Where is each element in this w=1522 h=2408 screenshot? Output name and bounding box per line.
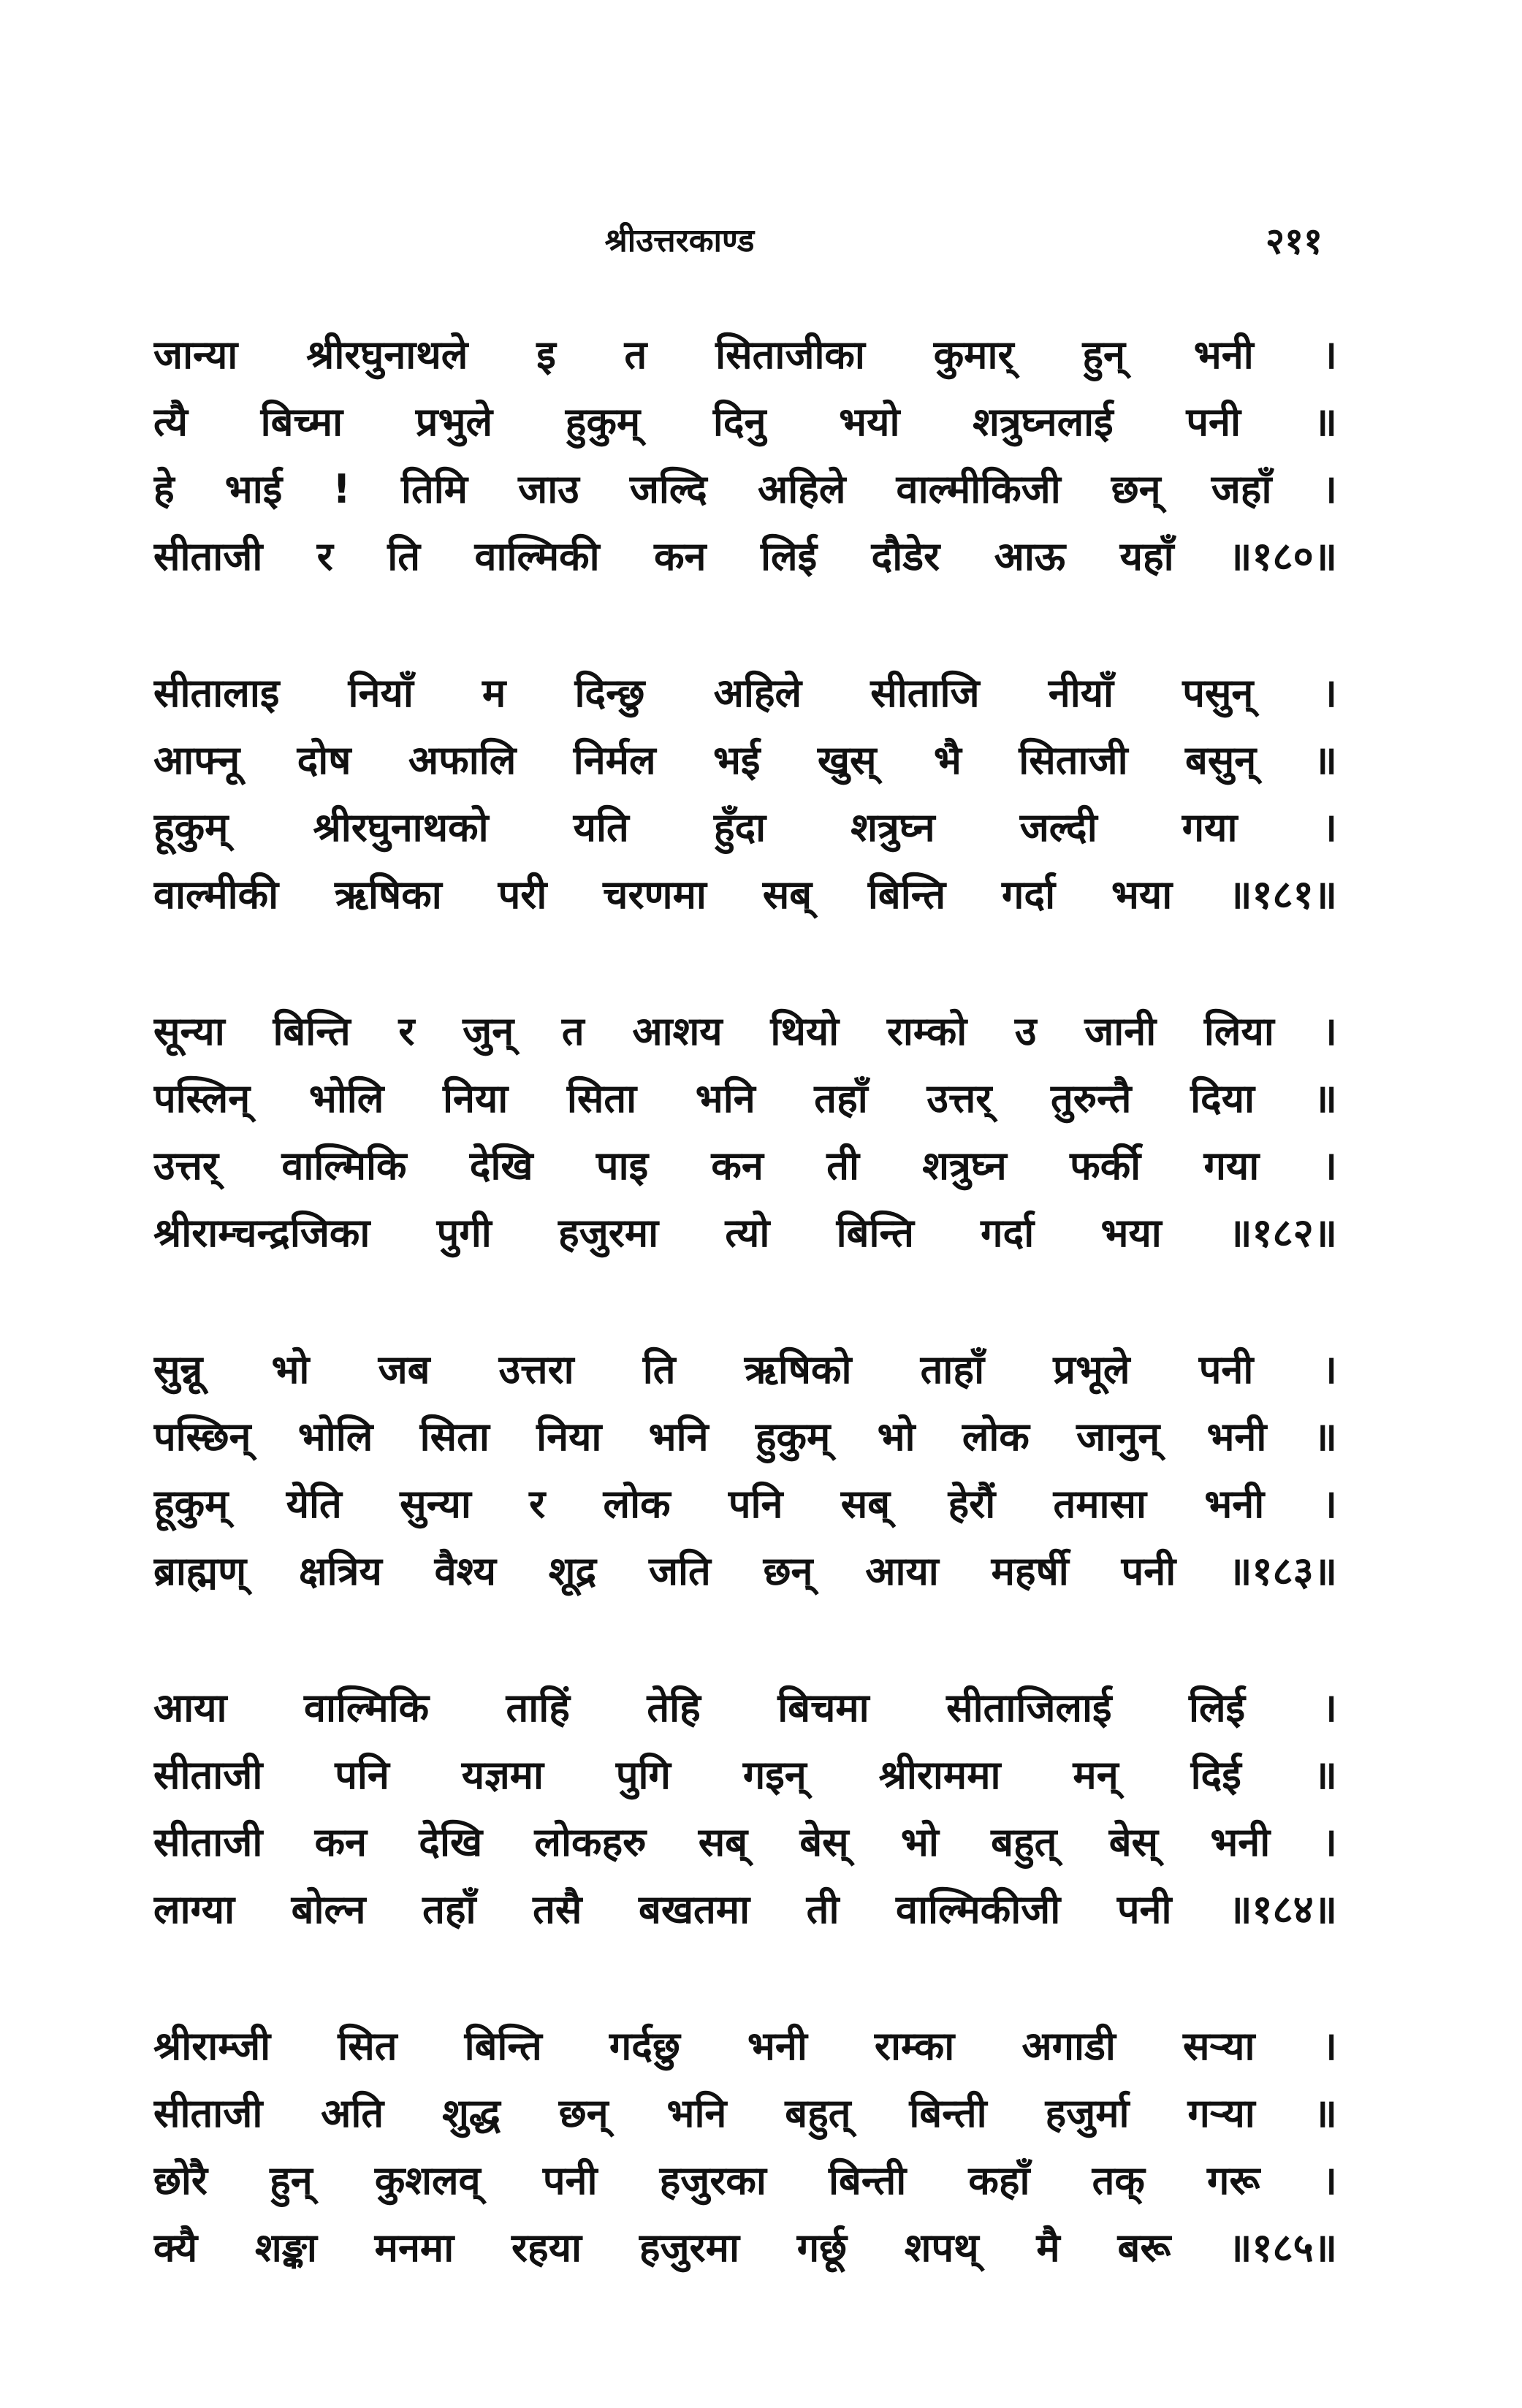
verse-line: हे भाई ! तिमि जाउ जल्दि अहिले वाल्मीकिजी छन् जहाँ । <box>153 466 1337 512</box>
verse-line: सीताजी पनि यज्ञमा पुगि गइन् श्रीराममा मन् दिई ॥ <box>153 1752 1337 1798</box>
verse-line: आया वाल्मिकि ताहिं तेहि बिचमा सीताजिलाई लिई । <box>153 1685 1337 1731</box>
verse-line: लाग्या बोल्न तहाँ तसै बखतमा ती वाल्मिकीजी पनी ॥१८४॥ <box>153 1886 1337 1932</box>
chapter-title: श्रीउत्तरकाण्ड <box>604 222 755 259</box>
verse-line: श्रीराम्जी सित बिन्ति गर्दछु भनी राम्का अगाडी सऱ्या । <box>153 2023 1337 2069</box>
stanza-184 <box>153 1674 1337 1943</box>
stanza-182 <box>153 998 1337 1267</box>
stanza-185 <box>153 2013 1337 2282</box>
verse-line: श्रीराम्चन्द्रजिका पुगी हजुरमा त्यो बिन्ति गर्दा भया ॥१८२॥ <box>153 1210 1337 1256</box>
verse-line: सीताजी र ति वाल्मिकी कन लिई दौडेर आऊ यहाँ ॥१८०॥ <box>153 533 1337 579</box>
verse-body <box>153 321 1337 2351</box>
verse-line: हूकुम् येति सुन्या र लोक पनि सब् हेरौं तमासा भनी । <box>153 1481 1337 1527</box>
verse-line: जान्या श्रीरघुनाथले इ त सिताजीका कुमार् हुन् भनी । <box>153 332 1337 378</box>
verse-line: त्यै बिच्मा प्रभुले हुकुम् दिनु भयो शत्रुघ्नलाई पनी ॥ <box>153 399 1337 445</box>
verse-line: छोरै हुन् कुशलव् पनी हजुरका बिन्ती कहाँ तक् गरू । <box>153 2157 1337 2203</box>
stanza-180 <box>153 321 1337 590</box>
verse-line: सीतालाइ नियाँ म दिन्छु अहिले सीताजि नीयाँ पसुन् । <box>153 670 1337 716</box>
verse-line: आफ्नू दोष अफालि निर्मल भई खुस् भै सिताजी बसुन् ॥ <box>153 737 1337 783</box>
verse-line: सुन्नू भो जब उत्तरा ति ऋषिको ताहाँ प्रभूले पनी । <box>153 1346 1337 1392</box>
stanza-183 <box>153 1336 1337 1605</box>
verse-line: सून्या बिन्ति र जुन् त आशय थियो राम्को उ जानी लिया । <box>153 1008 1337 1054</box>
verse-line: उत्तर् वाल्मिकि देखि पाइ कन ती शत्रुघ्न फर्की गया । <box>153 1143 1337 1189</box>
verse-line: वाल्मीकी ऋषिका परी चरणमा सब् बिन्ति गर्दा भया ॥१८१॥ <box>153 872 1337 918</box>
page-number: २११ <box>1266 220 1323 262</box>
verse-line: पस्छिन् भोलि सिता निया भनि हुकुम् भो लोक जानुन् भनी ॥ <box>153 1414 1337 1460</box>
verse-line: क्यै शङ्का मनमा रहया हजुरमा गर्छू शपथ् मै बरू ॥१८५॥ <box>153 2225 1337 2271</box>
verse-line: सीताजी अति शुद्ध छन् भनि बहुत् बिन्ती हजुर्मा गऱ्या ॥ <box>153 2090 1337 2136</box>
verse-line: हूकुम् श्रीरघुनाथको यति हुँदा शत्रुघ्न जल्दी गया । <box>153 804 1337 850</box>
verse-line: सीताजी कन देखि लोकहरु सब् बेस् भो बहुत् बेस् भनी । <box>153 1819 1337 1865</box>
running-header <box>153 212 1323 270</box>
verse-line: पस्लिन् भोलि निया सिता भनि तहाँ उत्तर् तुरुन्तै दिया ॥ <box>153 1075 1337 1121</box>
stanza-181 <box>153 660 1337 929</box>
verse-line: ब्राह्मण् क्षत्रिय वैश्य शूद्र जति छन् आया महर्षी पनी ॥१८३॥ <box>153 1548 1337 1594</box>
